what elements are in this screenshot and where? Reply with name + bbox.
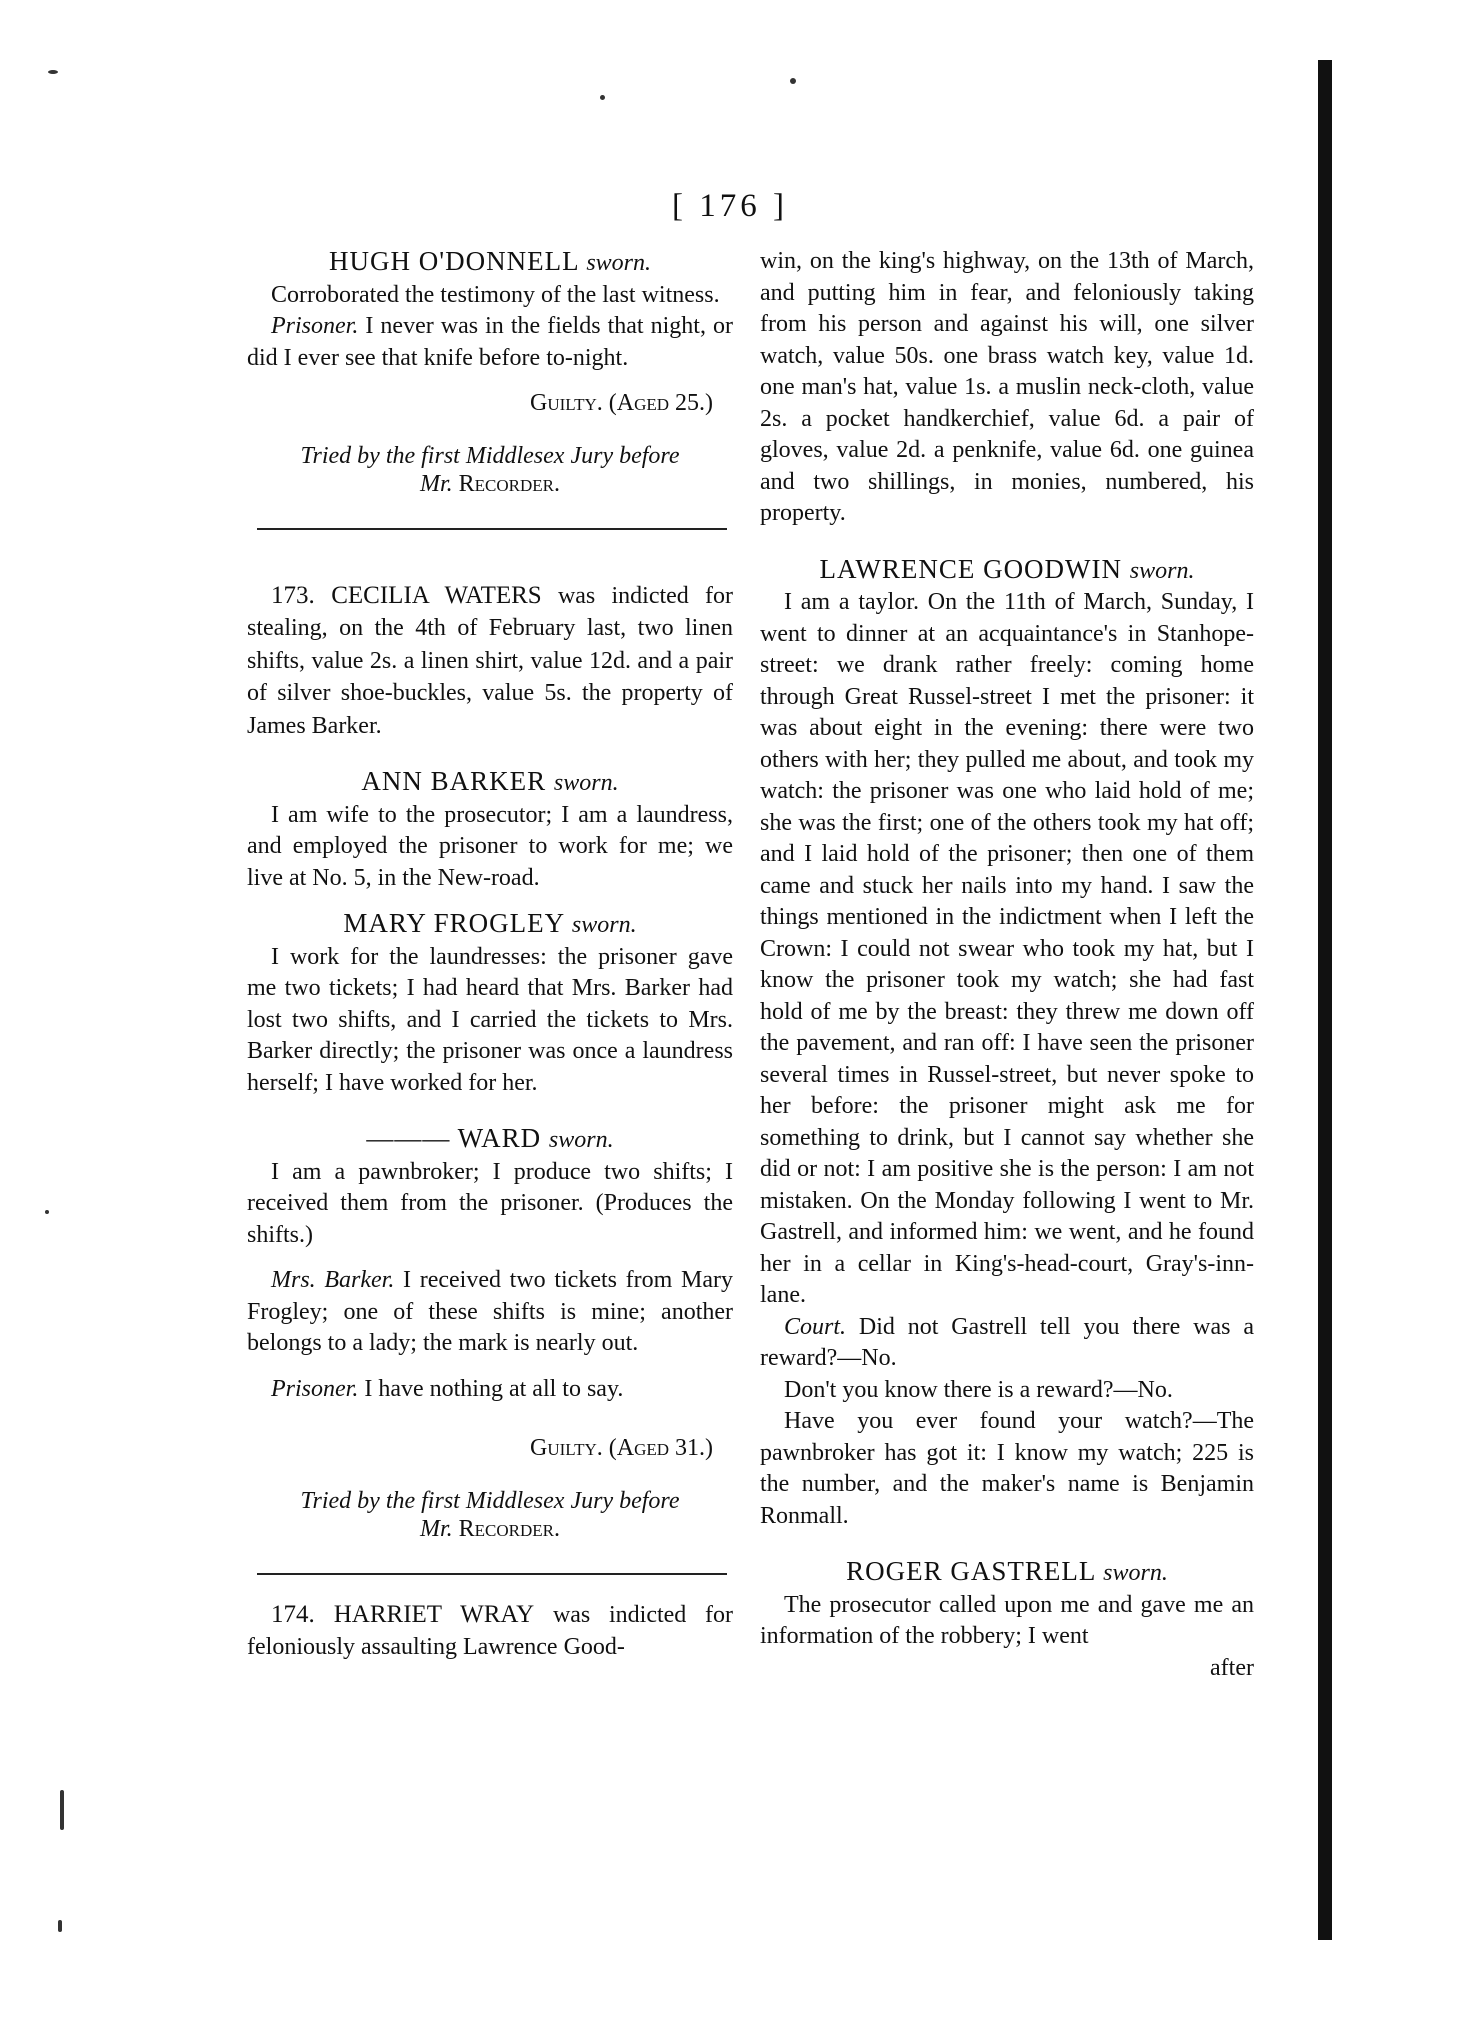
- testimony-paragraph: The prosecutor called upon me and gave me an information of the robbery; I went: [760, 1591, 1254, 1649]
- case-indictment: [247, 580, 733, 743]
- testimony-paragraph: I work for the laundresses: the prisoner gave me two tickets; I had heard that Mrs. Barker had lost two shifts, and I carried the tickets to Mrs. Barker directly; the prisoner was once a laundress herself; I have worked for her.: [247, 943, 733, 1096]
- witness-name: LAWRENCE GOODWIN: [819, 553, 1123, 584]
- statement-text: I have nothing at all to say.: [358, 1375, 624, 1402]
- scan-speck: [45, 1210, 49, 1214]
- catchword: after: [1210, 1654, 1254, 1681]
- scan-speck: [600, 95, 605, 100]
- testimony-paragraph: I am wife to the prosecutor; I am a laundress, and employed the prisoner to work for me; we live at No. 5, in the New-road.: [247, 801, 733, 891]
- question-text: Did not Gastrell tell you there was a reward?—No.: [760, 1313, 1254, 1371]
- witness-heading: [247, 908, 733, 942]
- witness-name: ROGER GASTRELL: [846, 1556, 1096, 1586]
- testimony-paragraph: I am a pawnbroker; I produce two shifts; I received them from the prisoner. (Produces the shifts.): [247, 1158, 733, 1248]
- speaker-label: Prisoner.: [271, 313, 359, 339]
- speaker-label: Prisoner.: [271, 1375, 359, 1402]
- speaker-label: Court.: [784, 1313, 847, 1340]
- right-column: [760, 246, 1254, 1684]
- tried-by-recorder: Recorder.: [458, 1515, 561, 1542]
- tried-by-recorder: Recorder.: [458, 470, 561, 497]
- witness-heading: [247, 1123, 733, 1157]
- tried-by-note: [247, 1487, 733, 1543]
- page-number-header: [ 176 ]: [672, 188, 788, 224]
- scan-speck: [790, 78, 796, 84]
- sworn-label: sworn.: [586, 250, 651, 276]
- tried-by-mr: Mr.: [419, 1515, 453, 1542]
- prisoner-statement: [247, 311, 733, 374]
- scan-speck: [60, 1790, 64, 1830]
- witness-statement: [247, 1265, 733, 1360]
- statement-text: I received two tickets from Mary Frogley; one of these shifts is mine; another belongs to a lady; the mark is nearly out.: [247, 1267, 734, 1356]
- witness-name: MARY FROGLEY: [343, 908, 565, 938]
- scan-speck: [58, 1920, 62, 1932]
- defendant-name: HARRIET WRAY: [333, 1600, 535, 1628]
- witness-heading: [760, 1556, 1254, 1590]
- court-question: [760, 1312, 1254, 1375]
- sworn-label: sworn.: [548, 1127, 614, 1153]
- tried-by-text: Tried by the first Middlesex Jury before: [300, 442, 680, 469]
- verdict-line: Guilty. (Aged 25.): [529, 390, 713, 416]
- indictment-continuation: win, on the king's highway, on the 13th of March, and putting him in fear, and feloniously taking from his person and against his will, one silver watch, value 50s. one brass watch key, value 1d. one man's hat, value 1s. a muslin neck-cloth, value 2s. a pocket handkerchief, value 6d. a pair of gloves, value 2d. a penknife, value 6d. one guinea and two shillings, in monies, numbered, his property.: [760, 248, 1254, 526]
- scan-speck: [48, 70, 58, 74]
- sworn-label: sworn.: [1103, 1560, 1168, 1586]
- indictment-text: was indicted for feloniously assaulting Lawrence Good-: [247, 1601, 734, 1660]
- witness-name: ANN BARKER: [361, 766, 547, 796]
- case-number: 173.: [271, 581, 315, 609]
- prisoner-statement: [247, 1374, 733, 1406]
- sworn-label: sworn.: [553, 770, 619, 796]
- tried-by-text: Tried by the first Middlesex Jury before: [300, 1487, 680, 1514]
- case-indictment: [247, 1599, 733, 1664]
- verdict-line: Guilty. (Aged 31.): [529, 1435, 713, 1461]
- tried-by-mr: Mr.: [419, 470, 453, 497]
- tried-by-note: [247, 442, 733, 498]
- witness-heading: [760, 554, 1254, 588]
- scan-edge-bar: [1318, 60, 1332, 1940]
- question-answer: Don't you know there is a reward?—No.: [784, 1376, 1173, 1403]
- left-column: [247, 246, 733, 1664]
- sworn-label: sworn.: [1129, 557, 1195, 584]
- testimony-paragraph: I am a taylor. On the 11th of March, Sunday, I went to dinner at an acquaintance's in Stanhope-street: we drank rather freely: coming home through Great Russel-street I met the prisoner: it was about eight in the evening: there were two others with her; they pulled me about, and took my watch: the prisoner was one who laid hold of me; she was the first; one of the others took my hat off; and I laid hold of the prisoner; then one of them came and stuck her nails into my hand. I saw the things mentioned in the indictment when I left the Crown: I could not swear who took my hat, but I know the prisoner took my watch; she had fast hold of me by the breast: they threw me down off the pavement, and ran off: I have seen the prisoner several times in Russel-street, but never spoke to her before: the prisoner might ask me for something to drink, but I cannot say whether she did or not: I am positive she is the person: I am not mistaken. On the Monday following I went to Mr. Gastrell, and informed him: we went, and he found her in a cellar in King's-head-court, Gray's-inn-lane.: [760, 589, 1254, 1308]
- speaker-label: Mrs. Barker.: [271, 1267, 395, 1293]
- indictment-text: was indicted for stealing, on the 4th of February last, two linen shifts, value 2s. a linen shirt, value 12d. and a pair of silver shoe-buckles, value 5s. the property of James Barker.: [247, 582, 734, 739]
- witness-heading: [247, 246, 733, 280]
- sworn-label: sworn.: [571, 912, 637, 938]
- question-answer: Have you ever found your watch?—The pawnbroker has got it: I know my watch; 225 is the number, and the maker's name is Benjamin Ronmall.: [760, 1408, 1254, 1529]
- statement-text: I never was in the fields that night, or did I ever see that knife before to-night.: [247, 313, 733, 371]
- defendant-name: CECILIA WATERS: [331, 581, 542, 609]
- witness-name: WARD: [457, 1123, 542, 1153]
- witness-heading: [247, 766, 733, 800]
- testimony-paragraph: Corroborated the testimony of the last witness.: [271, 281, 720, 308]
- witness-name: HUGH O'DONNELL: [328, 246, 579, 276]
- name-dash: ———: [366, 1123, 451, 1153]
- case-number: 174.: [271, 1600, 315, 1628]
